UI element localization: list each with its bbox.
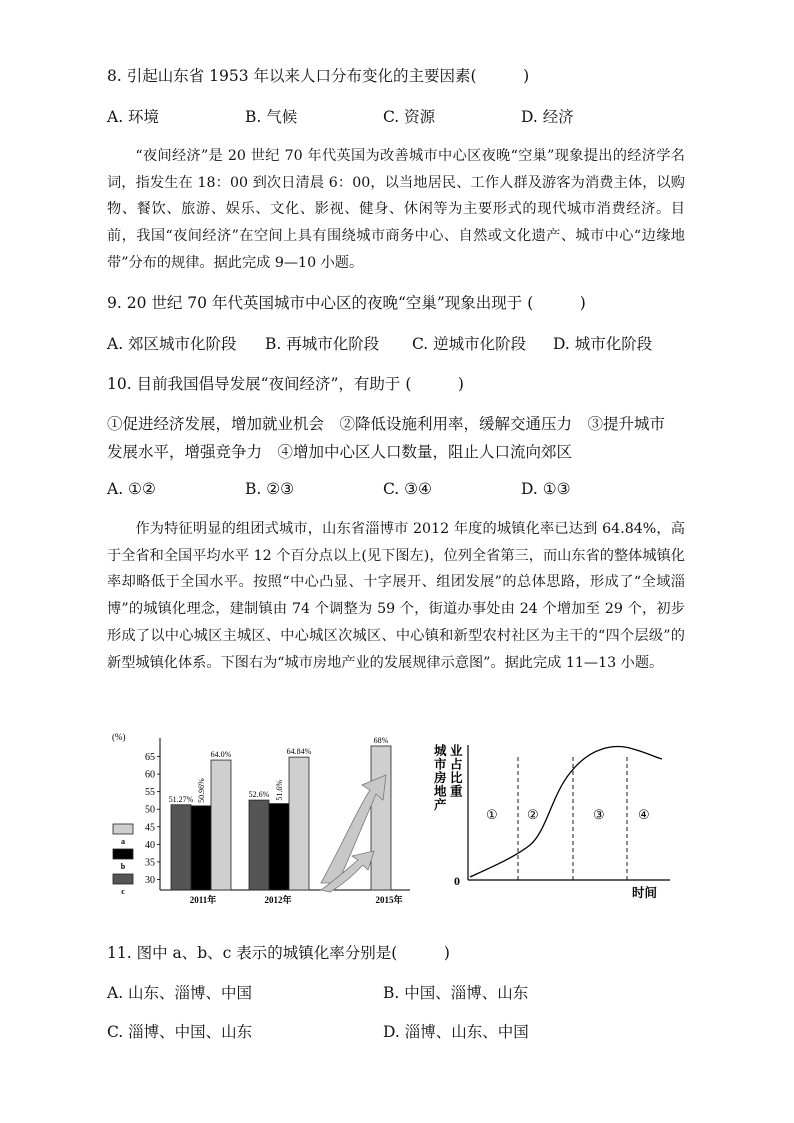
- origin-label: 0: [454, 874, 460, 888]
- stage-3-label: ③: [593, 807, 605, 822]
- bar-label: 68%: [373, 736, 389, 745]
- q10-option-d[interactable]: D. ①③: [521, 480, 571, 498]
- x-axis-label: 时间: [632, 886, 658, 900]
- legend-swatch-c: [113, 874, 133, 884]
- q8-option-d[interactable]: D. 经济: [521, 108, 574, 126]
- passage-zibo-text: 作为特征明显的组团式城市，山东省淄博市 2012 年度的城镇化率已达到 64.84%，高于全省和全国平均水平 12 个百分点以上(见下图左)，位列全省第三，而山东省的整体城镇化率却略低于全国水平。按照“中心凸显、十字展开、组团发展”的总体思路，形成了“全域淄博”的城镇化理念，建制镇由 74 个调整为 59 个，街道办事处由 24 个增加至 29 个，初步形成了以中心城区主城区、中心城区次城区、中心镇和新型农村社区为主干的“四个层级”的新型城镇化体系。下图右为“城市房地产业的发展规律示意图”。据此完成 11—13 小题。: [107, 521, 685, 671]
- q8-option-c[interactable]: C. 资源: [383, 108, 436, 126]
- q11-option-a[interactable]: A. 山东、淄博、中国: [107, 984, 253, 1002]
- legend-label-a: a: [121, 837, 125, 846]
- legend-label-c: c: [121, 887, 125, 896]
- q11-stem: 11. 图中 a、b、c 表示的城镇化率分别是( ): [107, 944, 450, 962]
- y-axis-label-char: 地: [434, 784, 447, 799]
- y-axis-label-char: 业: [450, 744, 463, 758]
- q11-option-c[interactable]: C. 淄博、中国、山东: [107, 1023, 253, 1041]
- bar-label: 50.96%: [197, 778, 206, 803]
- y-tick-label: 50: [145, 804, 155, 816]
- bar-a: [289, 757, 309, 890]
- q8-stem: 8. 引起山东省 1953 年以来人口分布变化的主要因素( ): [107, 67, 530, 85]
- q9-option-a[interactable]: A. 郊区城市化阶段: [107, 335, 237, 353]
- bar-label: 51.27%: [168, 794, 194, 804]
- q9-stem: 9. 20 世纪 70 年代英国城市中心区的夜晚“空巢”现象出现于 ( ): [107, 294, 586, 312]
- bar-b: [191, 806, 211, 890]
- legend-swatch-a: [113, 824, 133, 834]
- bar-label: 64.0%: [210, 750, 232, 760]
- y-tick-label: 65: [145, 752, 155, 764]
- q10-option-c[interactable]: C. ③④: [383, 480, 432, 498]
- bar-label: 52.6%: [248, 790, 270, 800]
- category-labels: [190, 894, 403, 905]
- y-tick-label: 35: [145, 857, 155, 869]
- y-tick-label: 45: [145, 822, 155, 834]
- y-tick-label: 60: [145, 769, 155, 781]
- q10-option-b[interactable]: B. ②③: [245, 480, 295, 498]
- development-curve: [470, 747, 662, 877]
- passage-zibo-urbanization: [107, 516, 685, 676]
- y-tick-label: 30: [145, 874, 155, 886]
- stage-1-label: ①: [486, 807, 498, 822]
- q10-statements-line1: ①促进经济发展，增加就业机会 ②降低设施利用率，缓解交通压力 ③提升城市: [107, 415, 666, 433]
- y-axis-label-char: 占: [450, 757, 463, 772]
- q10-stem: 10. 目前我国倡导发展“夜间经济”，有助于 ( ): [107, 375, 464, 393]
- y-axis-label-char: 城: [434, 744, 447, 758]
- passage-night-economy-text: “夜间经济”是 20 世纪 70 年代英国为改善城市中心区夜晚“空巢”现象提出的经济学名词，指发生在 18：00 到次日清晨 6：00，以当地居民、工作人群及游客为消费主体，以购物、餐饮、旅游、娱乐、文化、影视、健身、休闲等为主要形式的现代城市消费经济。目前，我国“夜间经济”在空间上具有围绕城市商务中心、自然或文化遗产、城市中心“边缘地带”分布的规律。据此完成 9—10 小题。: [107, 148, 685, 271]
- y-unit-label: (%): [112, 732, 126, 742]
- q11-option-b[interactable]: B. 中国、淄博、山东: [383, 984, 529, 1002]
- y-tick-label: 55: [145, 787, 155, 799]
- bar-label: 64.84%: [286, 747, 312, 757]
- category-label: 2012年: [264, 895, 292, 905]
- q8-option-b[interactable]: B. 气候: [245, 108, 298, 126]
- category-label: 2015年: [375, 895, 403, 905]
- stage-2-label: ②: [527, 807, 539, 822]
- real-estate-curve-chart: [430, 735, 675, 900]
- q8-option-a[interactable]: A. 环境: [107, 108, 160, 126]
- urbanization-bar-chart: [108, 728, 418, 913]
- bar-b: [269, 804, 289, 890]
- y-axis-label-char: 重: [450, 784, 463, 799]
- stage-4-label: ④: [638, 807, 650, 822]
- y-axis-label-char: 市: [434, 757, 447, 772]
- q10-statements-line2: 发展水平，增强竞争力 ④增加中心区人口数量，阻止人口流向郊区: [107, 443, 573, 461]
- bar-label: 51.6%: [275, 779, 284, 801]
- bar-c: [249, 800, 269, 890]
- passage-night-economy: [107, 143, 685, 277]
- y-axis-label-char: 产: [434, 798, 447, 812]
- q9-option-d[interactable]: D. 城市化阶段: [553, 335, 653, 353]
- legend-swatch-b: [113, 849, 133, 859]
- q10-option-a[interactable]: A. ①②: [107, 480, 156, 498]
- q9-option-b[interactable]: B. 再城市化阶段: [265, 335, 380, 353]
- y-axis-label-char: 比: [450, 771, 463, 785]
- bar-a: [211, 760, 231, 890]
- y-axis-label-char: 房: [434, 771, 447, 785]
- y-tick-label: 40: [145, 839, 155, 851]
- q9-option-c[interactable]: C. 逆城市化阶段: [412, 335, 527, 353]
- bar-a: [371, 746, 391, 890]
- y-axis-label: [433, 744, 463, 812]
- legend-label-b: b: [120, 862, 126, 871]
- bar-c: [171, 805, 191, 890]
- q11-option-d[interactable]: D. 淄博、山东、中国: [383, 1023, 529, 1041]
- category-label: 2011年: [189, 895, 217, 905]
- bar-data-labels: [169, 736, 389, 804]
- legend: [113, 824, 133, 896]
